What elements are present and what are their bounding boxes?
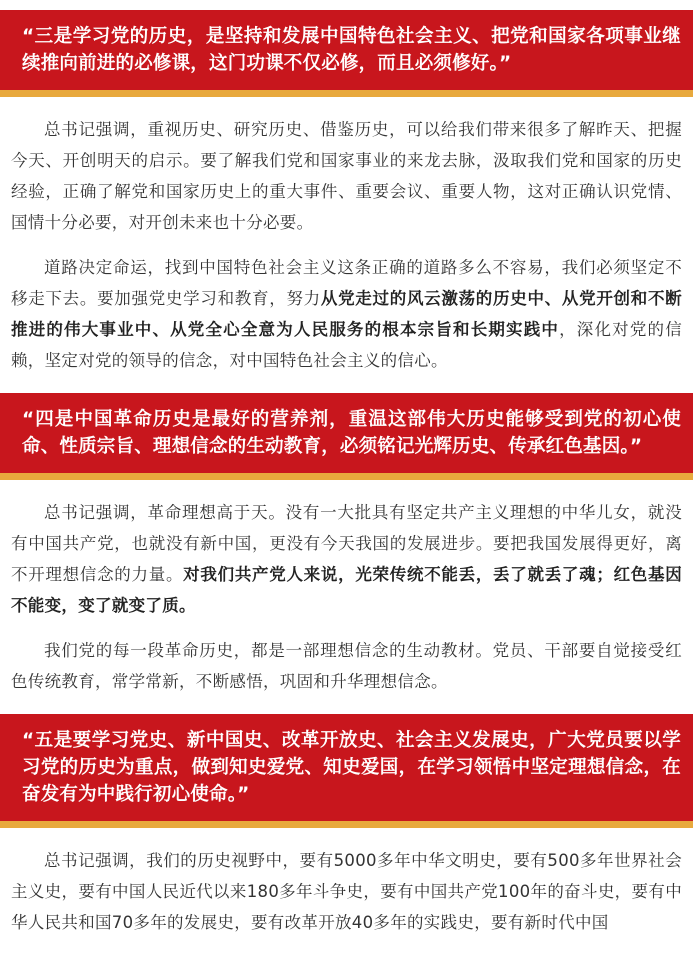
- paragraph-text: 总书记强调，重视历史、研究历史、借鉴历史，可以给我们带来很多了解昨天、把握今天、开创明天的启示。要了解我们党和国家事业的来龙去脉，汲取我们党和国家的历史经验，正确了解党和国家历史上的重大事件、重要会议、重要人物，这对正确认识党情、国情十分必要，对开创未来也十分必要。: [11, 120, 682, 232]
- paragraph-text: 道路决定命运，找到中国特色社会主义这条正确的道路多么不容易，我们必须坚定不移走下去。要加强党史学习和教育，努力: [11, 258, 682, 308]
- paragraph-emphasis: 从党走过的风云激荡的历史中、从党开创和不断推进的伟大事业中、从党全心全意为人民服务的根本宗旨和长期实践中: [11, 289, 682, 339]
- paragraph-text: 我们党的每一段革命历史，都是一部理想信念的生动教材。党员、干部要自觉接受红色传统教育，常学常新，不断感悟，巩固和升华理想信念。: [11, 641, 682, 691]
- body-paragraph: [0, 635, 693, 697]
- body-paragraph: [0, 845, 693, 938]
- paragraph-emphasis: 对我们共产党人来说，光荣传统不能丢，丢了就丢了魂；红色基因不能变，变了就变了质。: [11, 565, 683, 615]
- paragraph-text: 总书记强调，革命理想高于天。没有一大批具有坚定共产主义理想的中华儿女，就没有中国共产党，也就没有新中国，更没有今天我国的发展进步。要把我国发展得更好，离不开理想信念的力量。: [11, 503, 682, 584]
- quote-text: “三是学习党的历史，是坚持和发展中国特色社会主义、把党和国家各项事业继续推向前进的必修课，这门功课不仅必修，而且必须修好。”: [22, 26, 681, 74]
- quote-box: [0, 393, 693, 480]
- paragraph-text: ，深化对党的信赖，坚定对党的领导的信念，对中国特色社会主义的信心。: [11, 320, 682, 370]
- quote-box: [0, 10, 693, 97]
- quote-text: “五是要学习党史、新中国史、改革开放史、社会主义发展史，广大党员要以学习党的历史为重点，做到知史爱党、知史爱国，在学习领悟中坚定理想信念，在奋发有为中践行初心使命。”: [22, 730, 681, 805]
- quote-text: “四是中国革命历史是最好的营养剂，重温这部伟大历史能够受到党的初心使命、性质宗旨、理想信念的生动教育，必须铭记光辉历史、传承红色基因。”: [22, 409, 681, 457]
- body-paragraph: [0, 497, 693, 621]
- paragraph-text: 总书记强调，我们的历史视野中，要有5000多年中华文明史，要有500多年世界社会主义史，要有中国人民近代以来180多年斗争史，要有中国共产党100年的奋斗史，要有中华人民共和国70多年的发展史，要有改革开放40多年的实践史，要有新时代中国: [11, 851, 682, 932]
- quote-box: [0, 714, 693, 828]
- body-paragraph: [0, 252, 693, 376]
- body-paragraph: [0, 114, 693, 238]
